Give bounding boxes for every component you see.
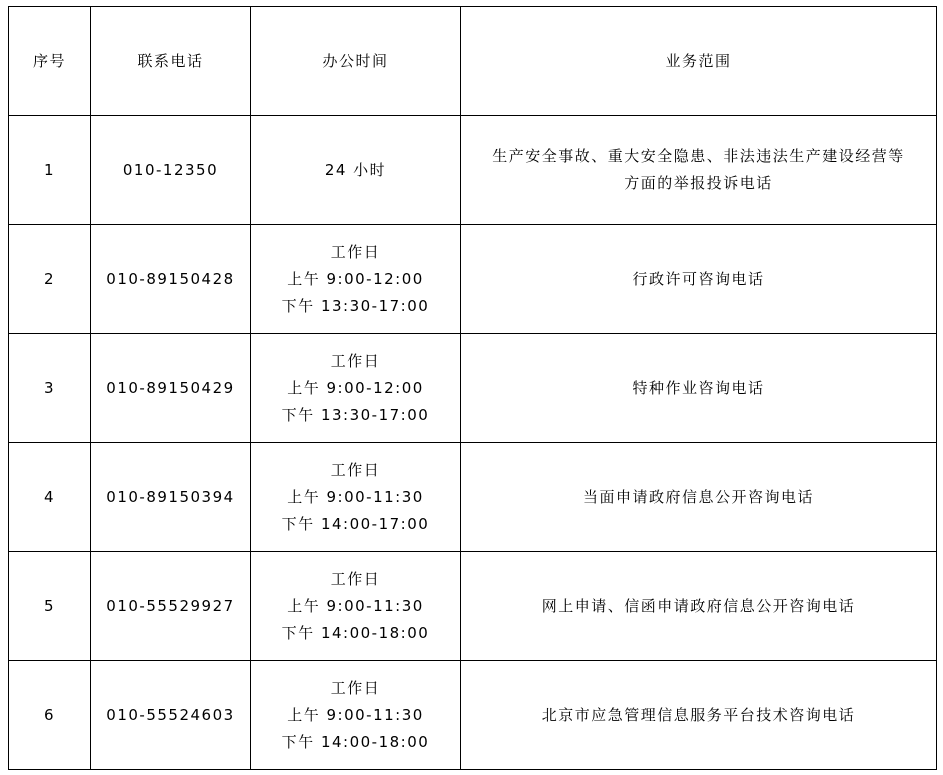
cell-index: 3 [9,334,91,443]
cell-hours [251,116,461,225]
table-row [9,116,937,225]
scope-line: 方面的举报投诉电话 [624,174,773,192]
table-row [9,552,937,661]
scope-line: 北京市应急管理信息服务平台技术咨询电话 [541,705,856,724]
hours-workday: 工作日 [330,569,381,588]
cell-phone: 010-89150394 [91,443,251,552]
hours-workday: 工作日 [330,351,381,370]
table-row [9,661,937,770]
cell-phone: 010-89150428 [91,225,251,334]
cell-scope [461,225,937,334]
hours-morning: 上午 9:00-12:00 [287,269,424,288]
table-row [9,334,937,443]
table-header [9,7,937,116]
header-row [9,7,937,116]
cell-phone: 010-55524603 [91,661,251,770]
cell-phone: 010-89150429 [91,334,251,443]
hours-afternoon: 下午 13:30-17:00 [281,296,430,315]
cell-scope [461,116,937,225]
cell-index: 1 [9,116,91,225]
cell-scope [461,552,937,661]
hours-morning: 上午 9:00-11:30 [287,487,424,506]
scope-line: 生产安全事故、重大安全隐患、非法违法生产建设经营等 [492,147,905,165]
header-phone: 联系电话 [91,7,251,116]
cell-scope [461,661,937,770]
hours-line: 24 小时 [324,160,387,179]
cell-hours [251,443,461,552]
cell-phone: 010-55529927 [91,552,251,661]
scope-line: 特种作业咨询电话 [632,378,765,397]
scope-line: 当面申请政府信息公开咨询电话 [582,487,814,506]
hours-afternoon: 下午 14:00-17:00 [281,514,430,533]
cell-phone: 010-12350 [91,116,251,225]
header-scope: 业务范围 [461,7,937,116]
cell-hours [251,552,461,661]
hours-afternoon: 下午 13:30-17:00 [281,405,430,424]
cell-index: 6 [9,661,91,770]
header-index: 序号 [9,7,91,116]
contact-table [8,6,937,770]
cell-scope [461,334,937,443]
hours-afternoon: 下午 14:00-18:00 [281,732,430,751]
hours-workday: 工作日 [330,242,381,261]
hours-morning: 上午 9:00-12:00 [287,378,424,397]
scope-line: 行政许可咨询电话 [632,269,765,288]
hours-morning: 上午 9:00-11:30 [287,596,424,615]
hours-workday: 工作日 [330,460,381,479]
table-row [9,443,937,552]
cell-index: 4 [9,443,91,552]
table-body [9,116,937,770]
hours-morning: 上午 9:00-11:30 [287,705,424,724]
scope-line: 网上申请、信函申请政府信息公开咨询电话 [541,596,856,615]
hours-workday: 工作日 [330,678,381,697]
cell-hours [251,225,461,334]
table-row [9,225,937,334]
cell-scope [461,443,937,552]
cell-index: 2 [9,225,91,334]
cell-index: 5 [9,552,91,661]
cell-hours [251,661,461,770]
hours-afternoon: 下午 14:00-18:00 [281,623,430,642]
cell-hours [251,334,461,443]
header-hours: 办公时间 [251,7,461,116]
